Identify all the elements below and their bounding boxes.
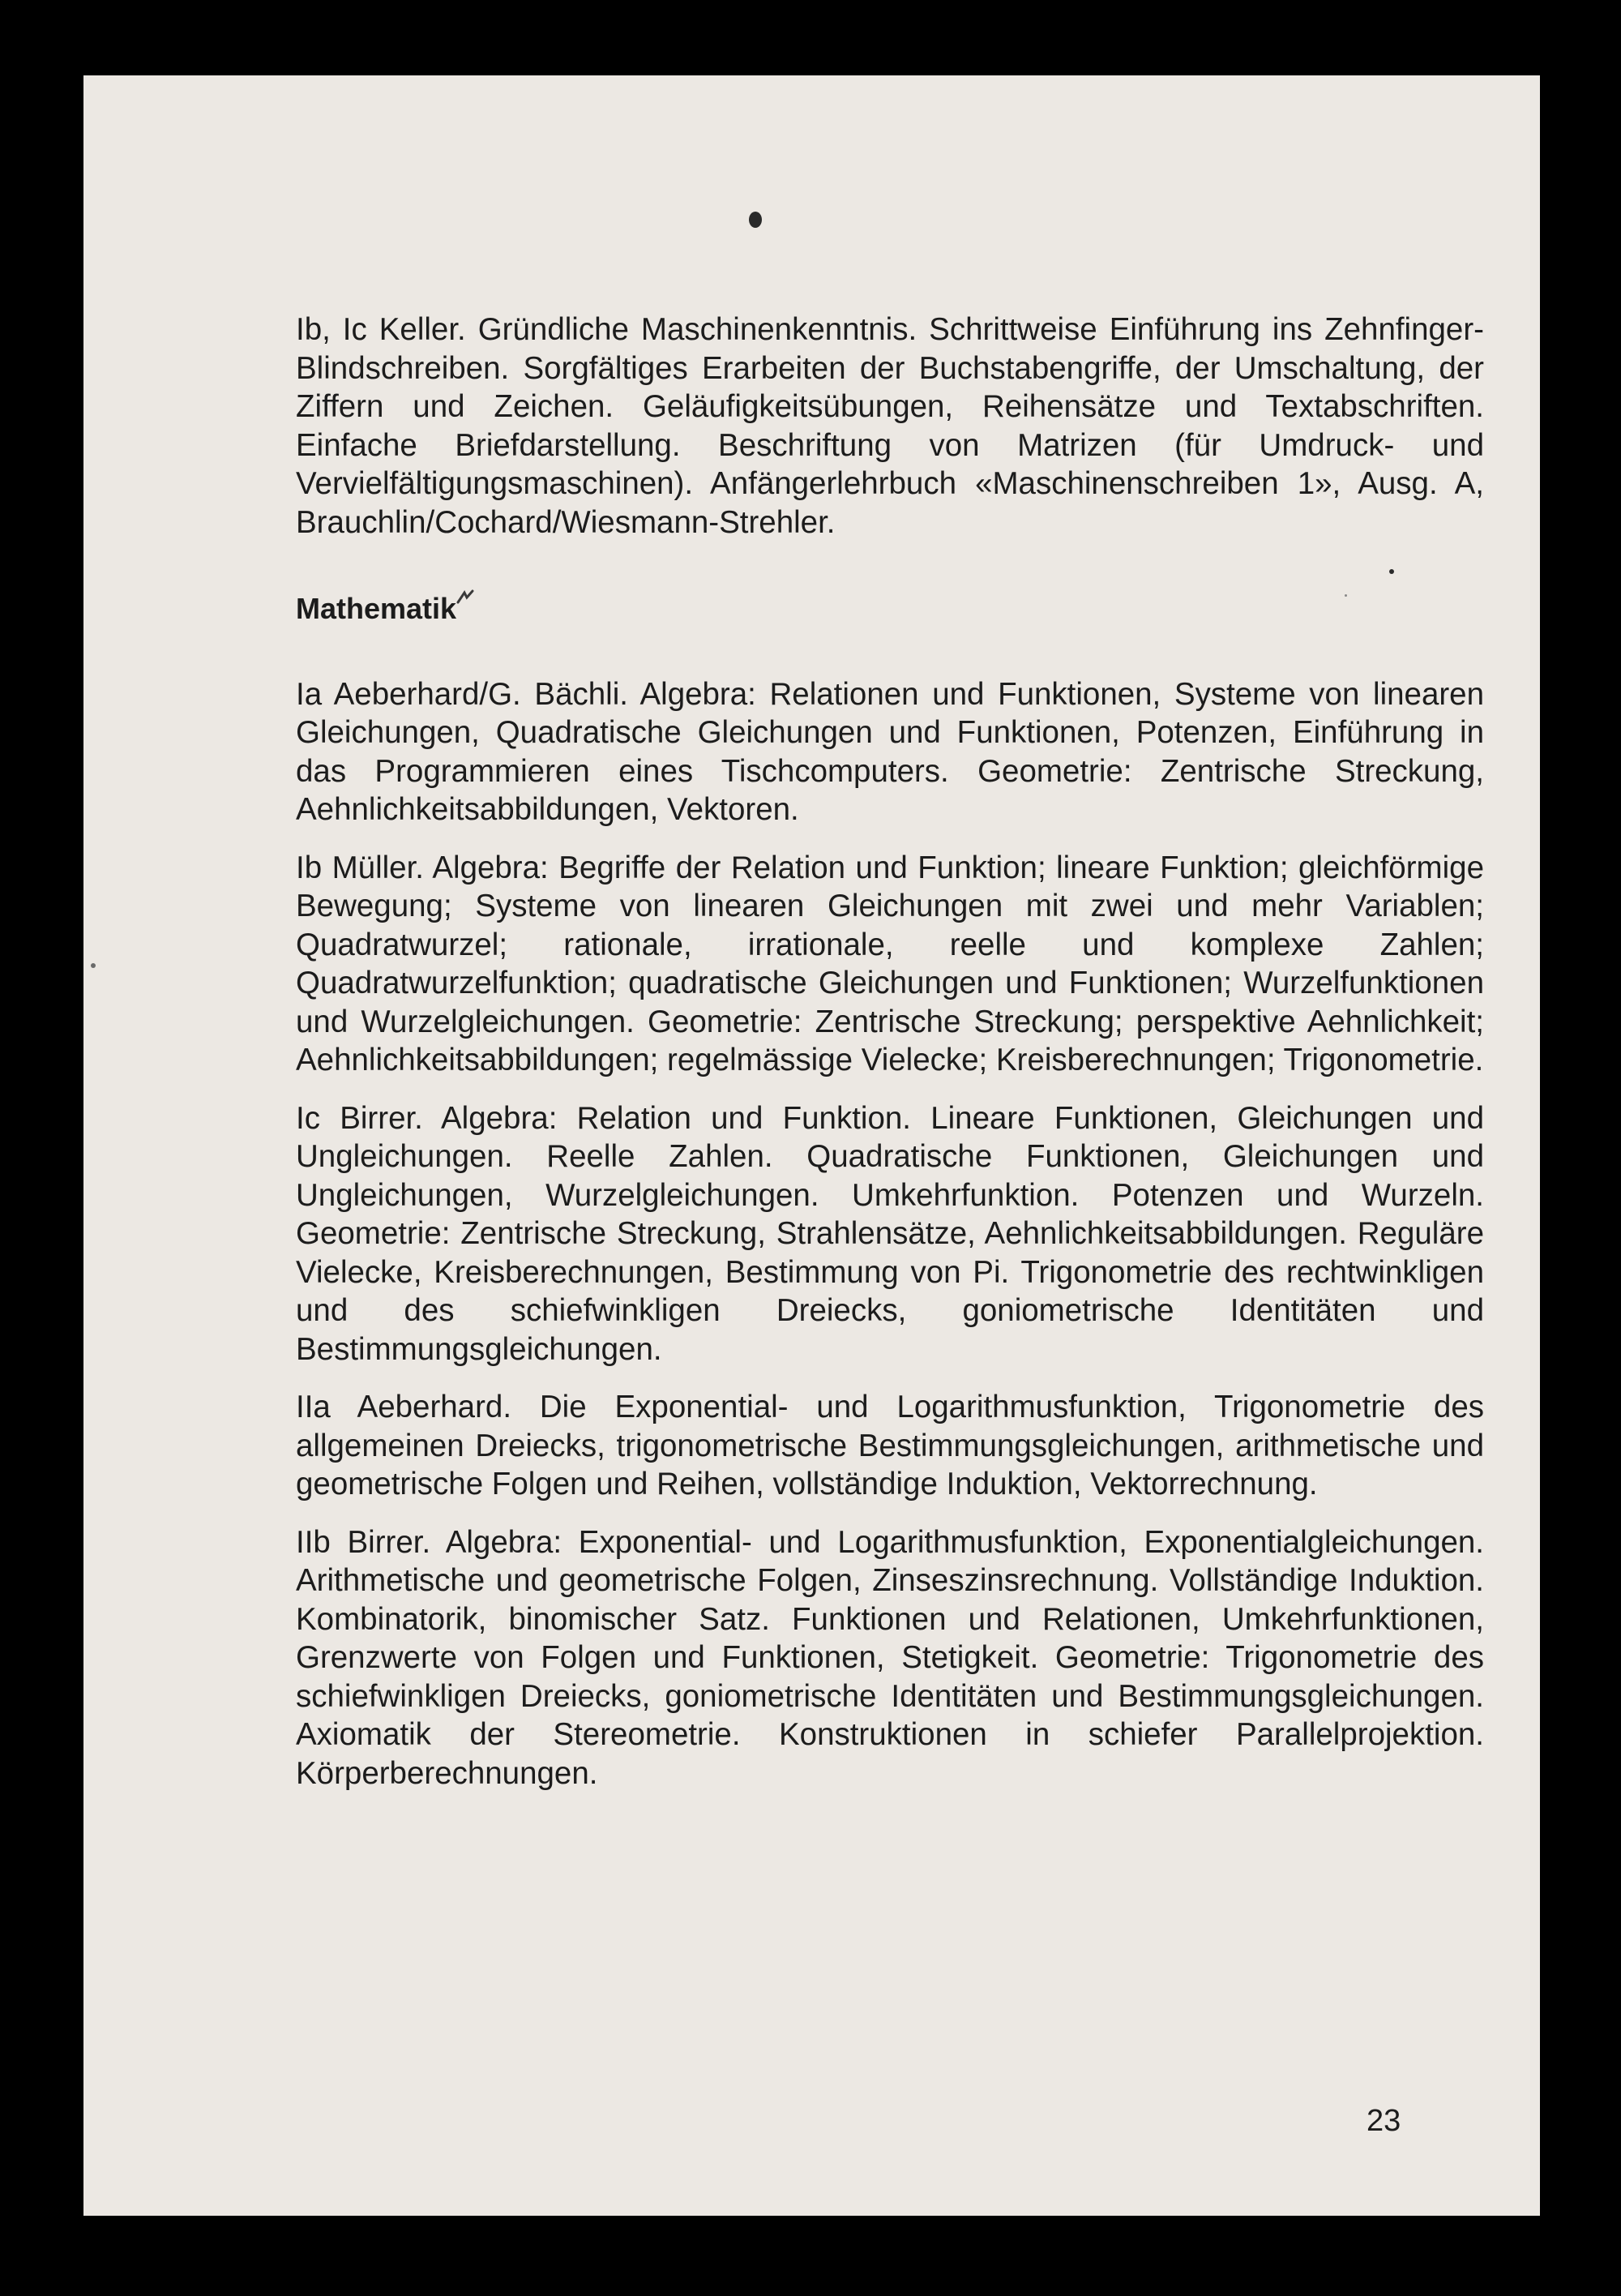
page-body xyxy=(296,311,1484,1793)
intro-paragraph: Ib, Ic Keller. Gründliche Maschinenkenntnis. Schrittweise Einführung ins Zehnfinger-Blindschreiben. Sorgfältiges Erarbeiten der Buchstabengriffe, der Umschaltung, der Ziffern und Zeichen. Geläufigkeitsübungen, Reihensätze und Textabschriften. Einfache Briefdarstellung. Beschriftung von Matrizen (für Umdruck- und Vervielfältigungsmaschinen). Anfängerlehrbuch «Maschinenschreiben 1», Ausg. A, Brauchlin/Cochard/Wiesmann-Strehler. xyxy=(296,312,1484,540)
section-heading: Mathematik xyxy=(296,592,457,625)
course-paragraph: Ia Aeberhard/G. Bächli. Algebra: Relationen und Funktionen, Systeme von linearen Gleichungen, Quadratische Gleichungen und Funktionen, Potenzen, Einführung in das Programmieren eines Tischcomputers. Geometrie: Zentrische Streckung, Aehnlichkeitsabbildungen, Vektoren. xyxy=(296,676,1484,827)
ink-speck-mark xyxy=(91,963,96,968)
ink-dot-mark xyxy=(749,212,762,228)
course-paragraph: Ib Müller. Algebra: Begriffe der Relation und Funktion; lineare Funktion; gleichförmige Bewegung; Systeme von linearen Gleichungen mit zwei und mehr Variablen; Quadratwurzel; rationale, irrationale, reelle und komplexe Zahlen; Quadratwurzelfunktion; quadratische Gleichungen und Funktionen; Wurzelfunktionen und Wurzelgleichungen. Geometrie: Zentrische Streckung; perspektive Aehnlichkeit; Aehnlichkeitsabbildungen; regelmässige Vielecke; Kreisberechnungen; Trigonometrie. xyxy=(296,850,1484,1077)
course-paragraph: IIb Birrer. Algebra: Exponential- und Logarithmusfunktion, Exponentialgleichungen. Arithmetische und geometrische Folgen, Zinseszinsrechnung. Vollständige Induktion. Kombinatorik, binomischer Satz. Funktionen und Relationen, Umkehrfunktionen, Grenzwerte von Folgen und Funktionen, Stetigkeit. Geometrie: Trigonometrie des schiefwinkligen Dreiecks, goniometrische Identitäten und Bestimmungsgleichungen. Axiomatik der Stereometrie. Konstruktionen in schiefer Parallelprojektion. Körperberechnungen. xyxy=(296,1524,1484,1791)
document-page xyxy=(83,75,1540,2216)
course-paragraph: IIa Aeberhard. Die Exponential- und Logarithmusfunktion, Trigonometrie des allgemeinen Dreiecks, trigonometrische Bestimmungsgleichungen, arithmetische und geometrische Folgen und Reihen, vollständige Induktion, Vektorrechnung. xyxy=(296,1390,1484,1501)
course-paragraph: Ic Birrer. Algebra: Relation und Funktion. Lineare Funktionen, Gleichungen und Ungleichungen. Reelle Zahlen. Quadratische Funktionen, Gleichungen und Ungleichungen, Wurzelgleichungen. Umkehrfunktion. Potenzen und Wurzeln. Geometrie: Zentrische Streckung, Strahlensätze, Aehnlichkeitsabbildungen. Reguläre Vielecke, Kreisberechnungen, Bestimmung von Pi. Trigonometrie des rechtwinkligen und des schiefwinkligen Dreiecks, goniometrische Identitäten und Bestimmungsgleichungen. xyxy=(296,1100,1484,1367)
page-number: 23 xyxy=(1367,2104,1401,2138)
